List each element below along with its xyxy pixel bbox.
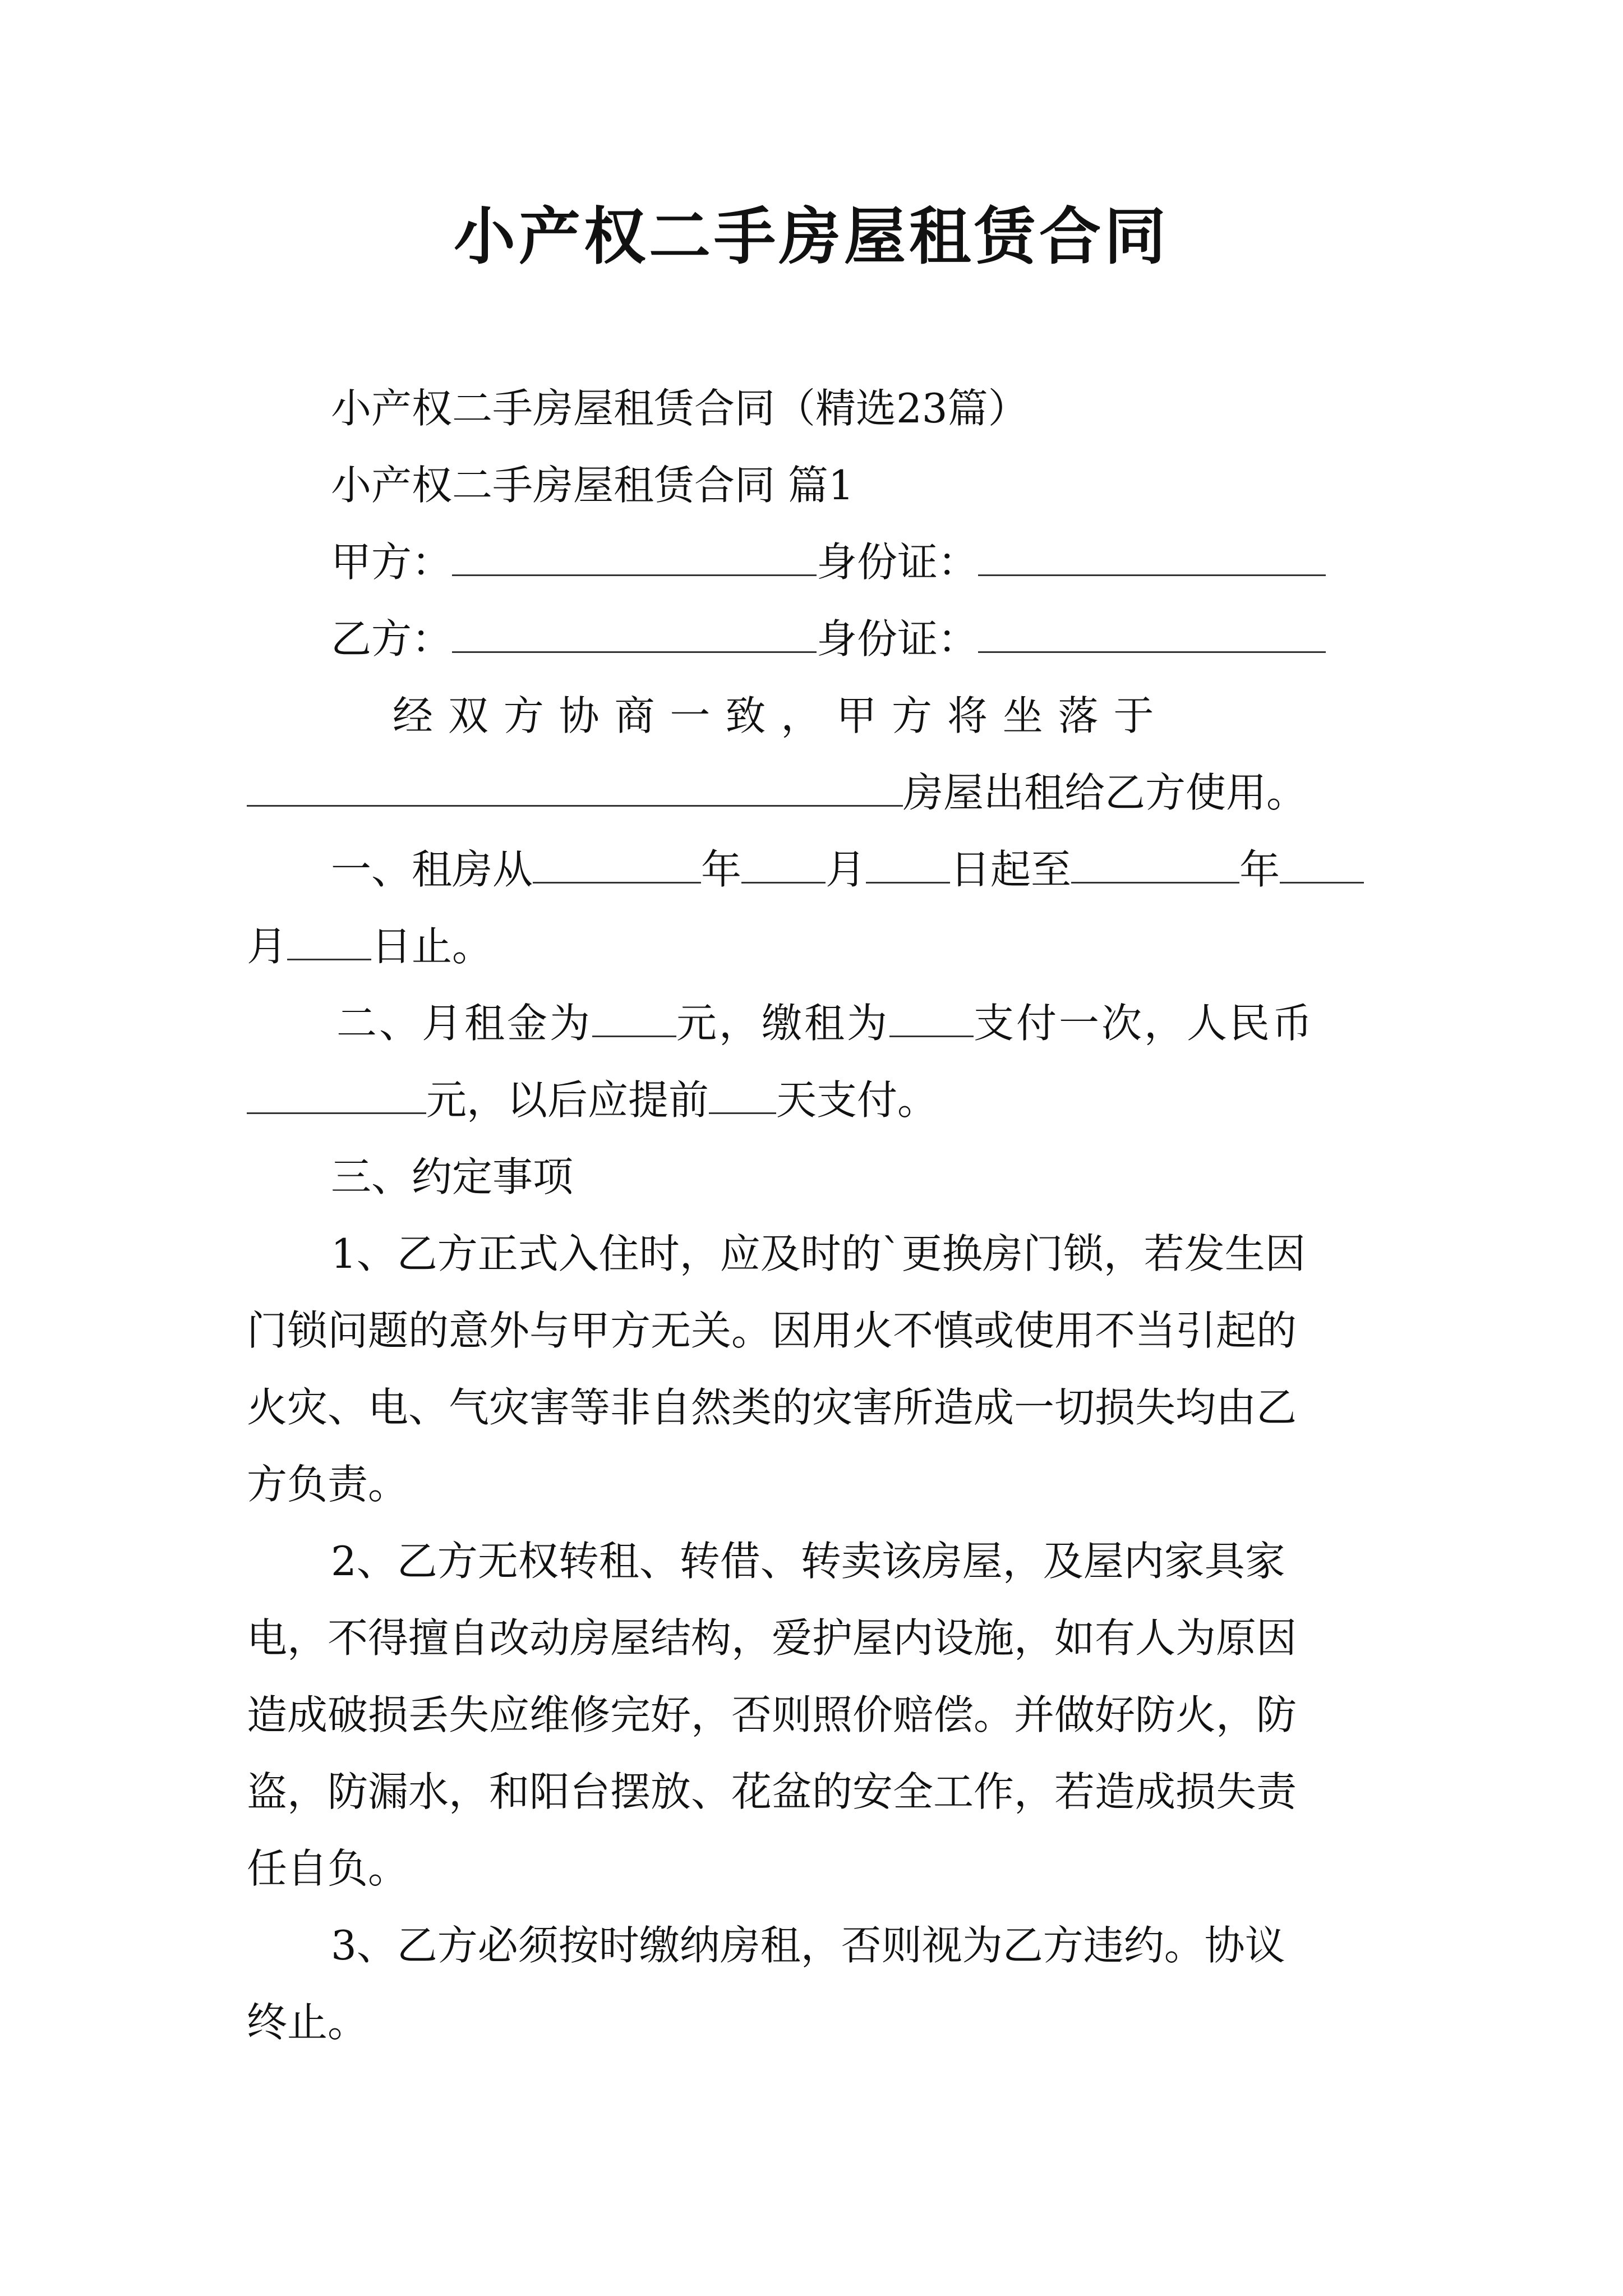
rent-amount-blank [592,1000,676,1037]
party-b-blank [452,615,817,653]
party-a-id-blank [978,539,1326,576]
start-month-blank [741,846,826,884]
term-month-label-2: 月 [247,923,288,970]
rent-prefix: 二、月租金为 [336,1000,593,1047]
advance-days-blank [709,1076,776,1114]
rent-cycle-blank [889,1000,974,1037]
party-b-id-blank [978,615,1326,653]
term-line-2 [247,908,1385,985]
term-day-end-label: 日止。 [371,923,493,970]
intro-line-1: 经 双 方 协 商 一 致 ， 甲 方 将 坐 落 于 [393,692,1155,739]
party-a-line [247,524,1385,601]
document-title: 小产权二手房屋租赁合同 [454,201,1169,273]
clause2-line: 造成破损丢失应维修完好，否则照价赔偿。并做好防火，防 [247,1691,1297,1738]
party-b-id-label: 身份证： [817,615,979,662]
party-a-blank [452,539,817,576]
party-b-label: 乙方： [331,615,453,662]
clause1-line: 1、乙方正式入住时，应及时的`更换房门锁，若发生因 [331,1230,1306,1277]
end-year-blank [1071,846,1239,884]
intro-line-2 [247,754,1385,831]
intro-line-2-tail: 房屋出租给乙方使用。 [903,769,1307,816]
term-line-1 [247,831,1385,908]
section-heading: 小产权二手房屋租赁合同 篇1 [331,462,854,509]
party-b-line [247,601,1385,678]
party-a-label: 甲方： [331,539,453,586]
rent-yuan2-label: 元，以后应提前 [426,1076,709,1124]
term-day-start-label: 日起至 [950,846,1072,893]
clause2-line: 任自负。 [247,1845,409,1892]
end-month-blank [1280,846,1364,884]
party-a-id-label: 身份证： [817,539,979,586]
term-prefix: 一、租房从 [331,846,533,893]
rent-line-1 [247,985,1385,1062]
end-day-blank [287,923,371,960]
location-blank [247,769,903,807]
clause1-line: 火灾、电、气灾害等非自然类的灾害所造成一切损失均由乙 [247,1384,1297,1431]
clause2-line: 2、乙方无权转租、转借、转卖该房屋，及屋内家具家 [331,1538,1285,1585]
rent-pay-once-label: 支付一次，人民币 [974,1000,1315,1047]
start-year-blank [533,846,701,884]
agreed-heading: 三、约定事项 [331,1153,574,1200]
clause3-line: 3、乙方必须按时缴纳房租，否则视为乙方违约。协议 [331,1922,1285,1969]
clause2-line: 盗，防漏水，和阳台摆放、花盆的安全工作，若造成损失责 [247,1768,1297,1815]
term-year-label-2: 年 [1239,846,1280,893]
clause2-line: 电，不得擅自改动房屋结构，爱护屋内设施，如有人为原因 [247,1614,1297,1662]
clause1-line: 方负责。 [247,1461,409,1508]
clause1-line: 门锁问题的意外与甲方无关。因用火不慎或使用不当引起的 [247,1307,1297,1354]
document-body [247,370,1385,2061]
term-year-label: 年 [701,846,742,893]
rmb-amount-blank [247,1076,426,1114]
term-month-label: 月 [826,846,866,893]
clause3-line: 终止。 [247,1999,368,2046]
rent-line-2 [247,1062,1385,1139]
subtitle: 小产权二手房屋租赁合同（精选23篇） [331,385,1029,432]
rent-yuan-label: 元，缴租为 [676,1000,890,1047]
start-day-blank [866,846,950,884]
rent-days-label: 天支付。 [776,1076,938,1124]
